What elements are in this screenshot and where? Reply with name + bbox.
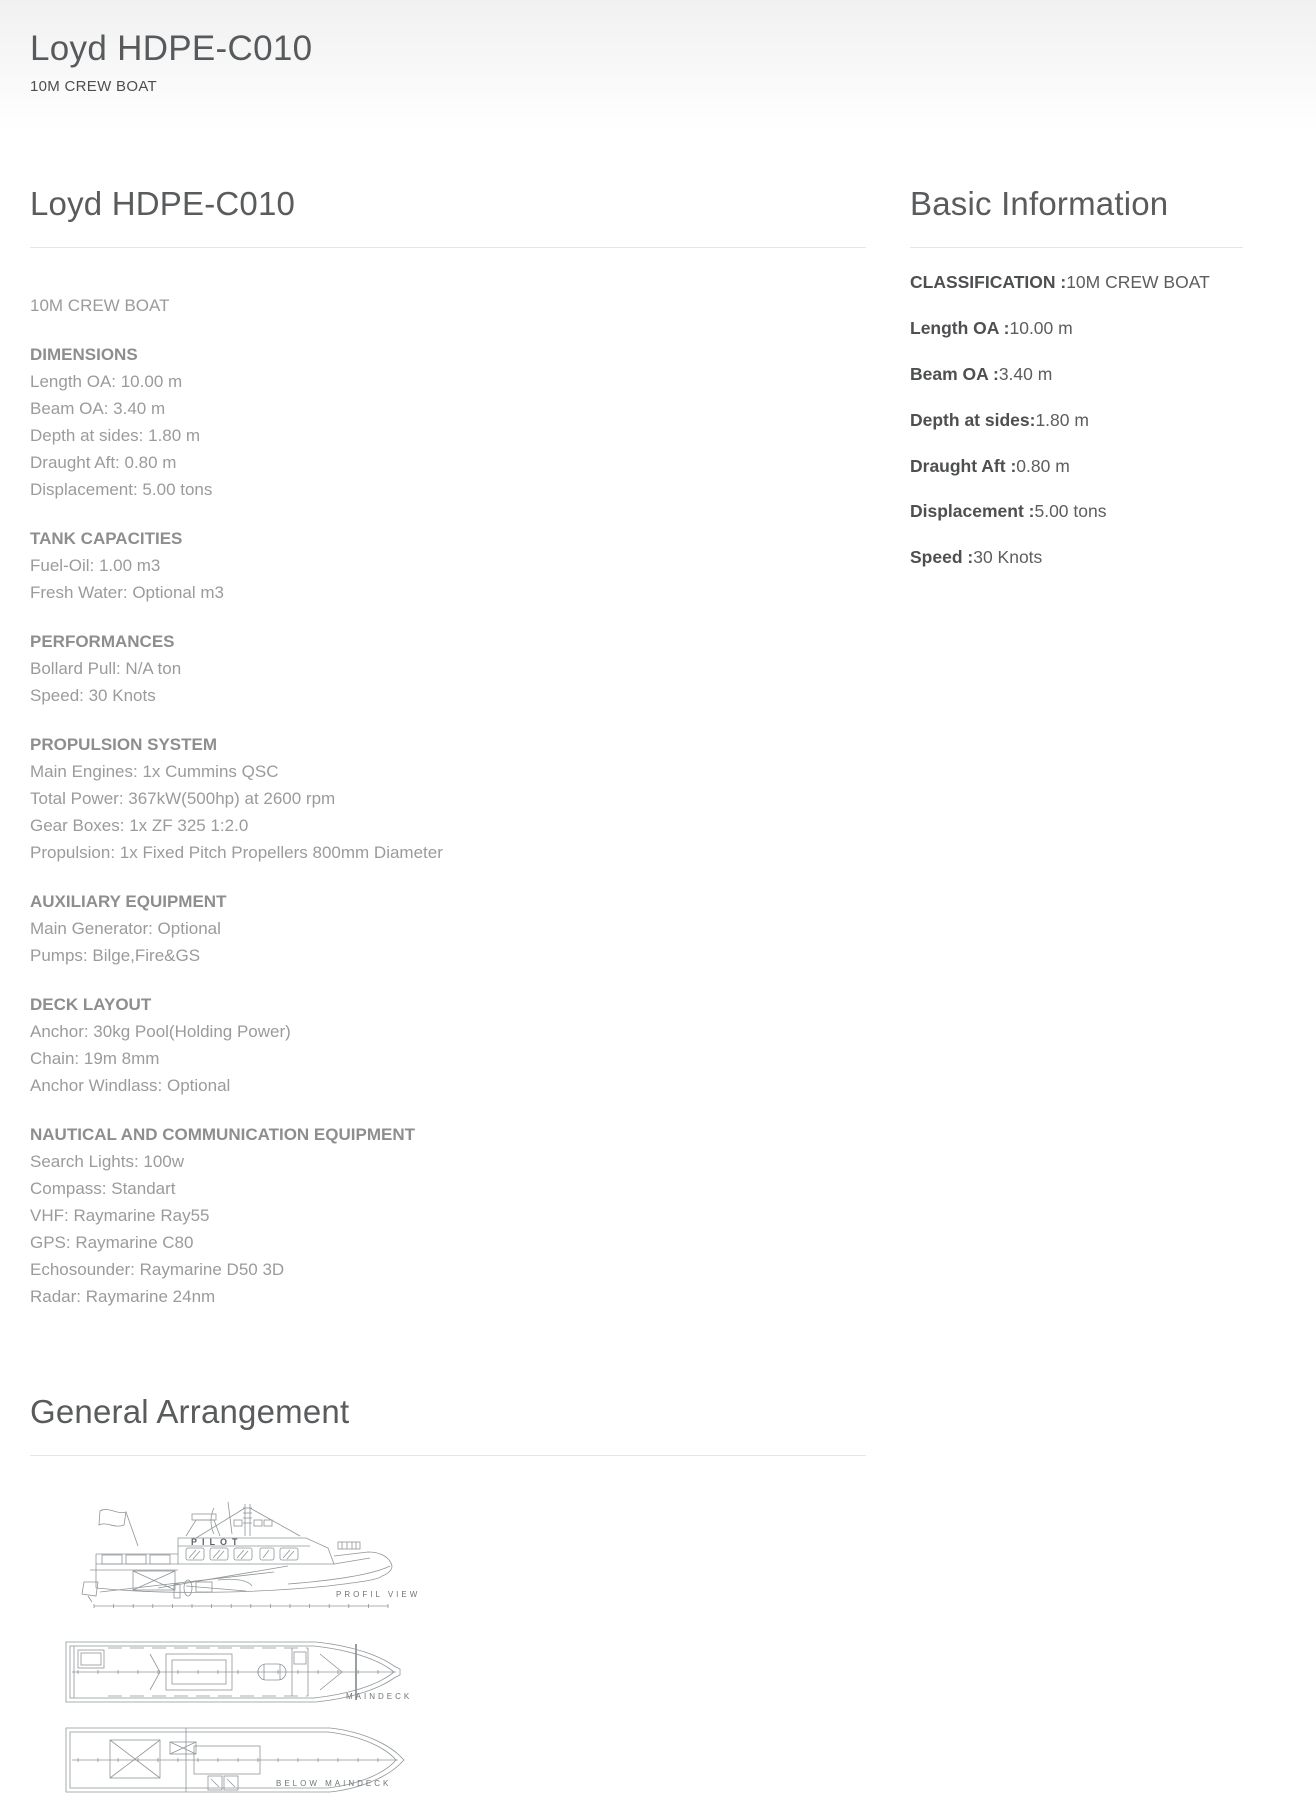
spec-line: Main Engines: 1x Cummins QSC [30,762,279,781]
general-arrangement-title: General Arrangement [30,1393,350,1430]
general-arrangement-divider [30,1455,866,1456]
spec-line: GPS: Raymarine C80 [30,1233,194,1252]
below-maindeck-label: BELOW MAINDECK [276,1779,392,1788]
spec-line: Gear Boxes: 1x ZF 325 1:2.0 [30,816,249,835]
spec-line: Bollard Pull: N/A ton [30,659,182,678]
basic-info-row [910,272,1243,294]
overview-divider [30,247,866,248]
hero-banner [0,0,1316,130]
spec-section-heading: DIMENSIONS [30,345,138,364]
spec-section-heading: NAUTICAL AND COMMUNICATION EQUIPMENT [30,1125,415,1144]
spec-section [30,341,866,503]
spec-section-heading: PROPULSION SYSTEM [30,735,218,754]
basic-info-title: Basic Information [910,185,1169,222]
spec-section [30,991,866,1099]
spec-line: VHF: Raymarine Ray55 [30,1206,210,1225]
basic-info-row [910,318,1243,340]
maindeck-label: MAINDECK [346,1692,413,1701]
spec-line: Compass: Standart [30,1179,176,1198]
basic-info-value: 10.00 m [1009,317,1073,338]
basic-info-label: Speed : [910,547,974,568]
profile-view-label: PROFIL VIEW [336,1590,421,1599]
spec-line: Propulsion: 1x Fixed Pitch Propellers 800mm Diameter [30,843,443,862]
spec-section [30,888,866,969]
content-area [0,130,1316,1812]
spec-sections [30,341,866,1310]
basic-info-label: Length OA : [910,317,1010,338]
spec-section-heading: DECK LAYOUT [30,995,152,1014]
spec-line: Fresh Water: Optional m3 [30,583,224,602]
basic-info-value: 30 Knots [973,547,1043,568]
page-subtitle: 10M CREW BOAT [30,77,157,95]
spec-line: Beam OA: 3.40 m [30,399,166,418]
overview-column [30,130,866,1812]
spec-section-heading: PERFORMANCES [30,632,175,651]
basic-info-label: Depth at sides: [910,409,1036,430]
basic-info-row [910,501,1243,523]
spec-line: Search Lights: 100w [30,1152,185,1171]
basic-info-label: CLASSIFICATION : [910,272,1067,292]
spec-line: Main Generator: Optional [30,919,221,938]
spec-line: Speed: 30 Knots [30,686,156,705]
spec-line: Total Power: 367kW(500hp) at 2600 rpm [30,789,336,808]
spec-section [30,731,866,866]
spec-line: Chain: 19m 8mm [30,1049,160,1068]
spec-line: Draught Aft: 0.80 m [30,453,177,472]
basic-info-value: 3.40 m [998,363,1053,384]
basic-info-row [910,547,1243,569]
spec-line: Fuel-Oil: 1.00 m3 [30,556,161,575]
page-title: Loyd HDPE-C010 [30,29,313,68]
basic-info-label: Displacement : [910,501,1035,522]
general-arrangement-drawing [38,1496,421,1812]
basic-info-label: Draught Aft : [910,455,1017,476]
basic-info-value: 1.80 m [1035,409,1089,430]
spec-line: Displacement: 5.00 tons [30,480,213,499]
spec-section-heading: TANK CAPACITIES [30,529,183,548]
spec-line: Depth at sides: 1.80 m [30,426,201,445]
spec-section-heading: AUXILIARY EQUIPMENT [30,892,227,911]
spec-section [30,525,866,606]
spec-line: Echosounder: Raymarine D50 3D [30,1260,285,1279]
basic-info-value: 0.80 m [1016,455,1070,476]
cabin-pilot-text: PILOT [191,1537,243,1547]
basic-info-row [910,456,1243,478]
spec-line: Pumps: Bilge,Fire&GS [30,946,201,965]
spec-line: Radar: Raymarine 24nm [30,1287,216,1306]
basic-info-divider [910,247,1243,248]
spec-section [30,628,866,709]
overview-tagline: 10M CREW BOAT [30,296,170,315]
basic-info-row [910,410,1243,432]
spec-section [30,1121,866,1310]
basic-info-row [910,364,1243,386]
basic-info-value: 10M CREW BOAT [1066,272,1210,292]
overview-title: Loyd HDPE-C010 [30,185,296,222]
basic-info-value: 5.00 tons [1034,501,1107,522]
spec-line: Anchor Windlass: Optional [30,1076,231,1095]
basic-info-label: Beam OA : [910,363,999,384]
basic-info-column [910,130,1243,569]
spec-line: Anchor: 30kg Pool(Holding Power) [30,1022,291,1041]
spec-line: Length OA: 10.00 m [30,372,183,391]
basic-info-rows [910,272,1243,569]
